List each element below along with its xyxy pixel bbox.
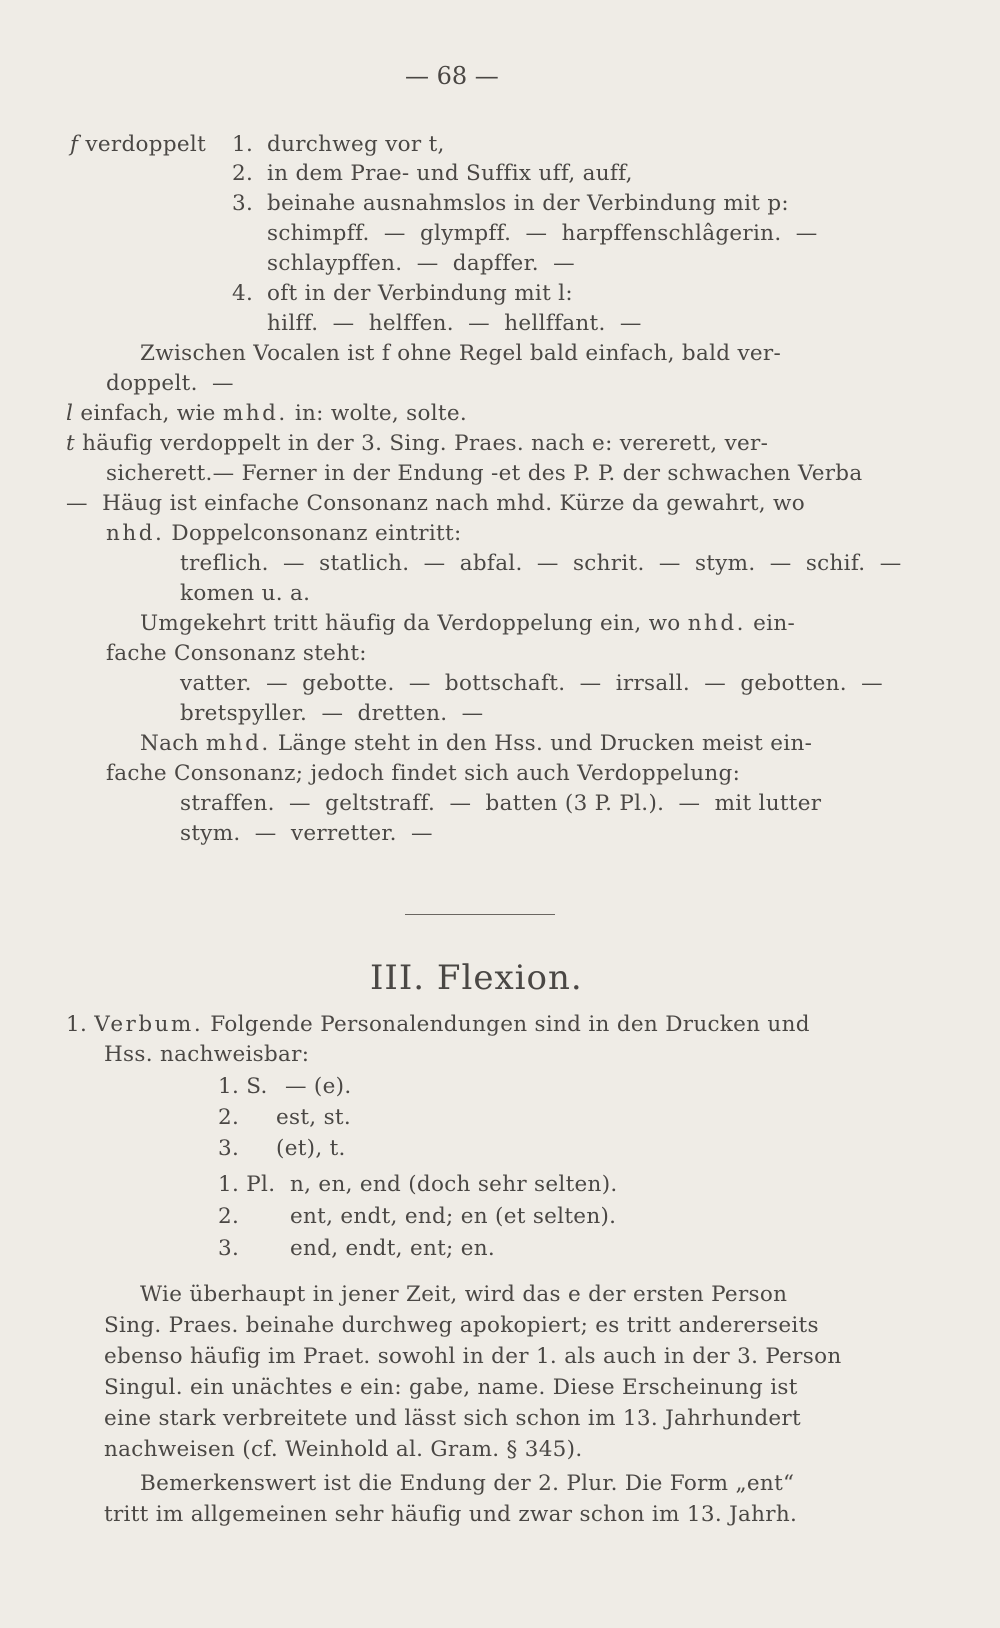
paradigm-ending: end, endt, ent; en.: [290, 1236, 496, 1261]
paradigm-label: 2.: [218, 1105, 240, 1130]
f-item-num: 4.: [232, 281, 254, 306]
text-span: Doppelconsonanz eintritt:: [164, 521, 462, 546]
spaced-label: Verbum.: [94, 1012, 204, 1037]
example-line: straffen. — geltstraff. — batten (3 P. Pl.). — mit lutter: [180, 791, 822, 816]
paragraph-line: sicherett.— Ferner in der Endung -et des P. P. der schwachen Verba: [106, 461, 863, 486]
f-item-text: in dem Prae- und Suffix uff, auff,: [267, 161, 633, 186]
paragraph-line: Wie überhaupt in jener Zeit, wird das e der ersten Person: [140, 1282, 788, 1307]
paragraph-line: Zwischen Vocalen ist f ohne Regel bald einfach, bald ver-: [140, 341, 782, 366]
paradigm-label: 2.: [218, 1204, 240, 1229]
paragraph-line: fache Consonanz; jedoch findet sich auch Verdoppelung:: [106, 761, 741, 786]
f-item-num: 2.: [232, 161, 254, 186]
paragraph-line: tritt im allgemeinen sehr häufig und zwar schon im 13. Jahrh.: [104, 1502, 798, 1527]
l-line: [66, 403, 467, 425]
l-text: einfach, wie: [73, 401, 223, 426]
text-span: Umgekehrt tritt häufig da Verdoppelung ein, wo: [140, 611, 688, 636]
paradigm-label: 3.: [218, 1136, 240, 1161]
f-item-text: hilff. — helffen. — hellffant. —: [267, 311, 642, 336]
l-rest: in: wolte, solte.: [287, 401, 468, 426]
paragraph-line: [106, 523, 462, 545]
text-span: ein-: [745, 611, 796, 636]
f-marker: f: [70, 132, 79, 157]
example-line: komen u. a.: [180, 581, 311, 606]
f-item-text: beinahe ausnahmslos in der Verbindung mit p:: [267, 191, 789, 216]
paradigm-label: 3.: [218, 1236, 240, 1261]
paragraph-line: — Häug ist einfache Consonanz nach mhd. Kürze da gewahrt, wo: [66, 491, 805, 516]
spaced-abbrev: mhd.: [222, 401, 288, 426]
paragraph-line: fache Consonanz steht:: [106, 641, 367, 666]
f-item-num: 3.: [232, 191, 254, 216]
section-heading: III. Flexion.: [370, 958, 583, 998]
paragraph-line: Hss. nachweisbar:: [104, 1042, 310, 1067]
spaced-abbrev: nhd.: [687, 611, 746, 636]
paradigm-ending: — (e).: [285, 1074, 352, 1099]
l-marker: l: [66, 401, 74, 426]
paragraph-line: Sing. Praes. beinahe durchweg apokopiert; es tritt andererseits: [104, 1313, 819, 1338]
paradigm-ending: est, st.: [276, 1105, 351, 1130]
paragraph-line: Singul. ein unächtes e ein: gabe, name. Diese Erscheinung ist: [104, 1375, 798, 1400]
f-item-text: durchweg vor t,: [267, 132, 445, 157]
paradigm-ending: n, en, end (doch sehr selten).: [290, 1172, 618, 1197]
paragraph-line: [140, 613, 795, 635]
f-item-num: 1.: [232, 132, 254, 157]
section-divider: [405, 914, 555, 915]
paragraph-line: Bemerkenswert ist die Endung der 2. Plur. Die Form „ent“: [140, 1471, 795, 1496]
paradigm-label: 1. Pl.: [218, 1172, 276, 1197]
paragraph-line: eine stark verbreitete und lässt sich schon im 13. Jahrhundert: [104, 1406, 801, 1431]
paradigm-label: 1. S.: [218, 1074, 268, 1099]
paragraph-line: [66, 1014, 810, 1036]
paragraph-line: nachweisen (cf. Weinhold al. Gram. § 345).: [104, 1437, 583, 1462]
t-text: häufig verdoppelt in der 3. Sing. Praes. nach e: vererett, ver-: [74, 431, 769, 456]
text-span: Nach: [140, 731, 206, 756]
text-span: Folgende Personalendungen sind in den Drucken und: [203, 1012, 810, 1037]
section-number: 1.: [66, 1012, 88, 1037]
paradigm-ending: ent, endt, end; en (et selten).: [290, 1204, 617, 1229]
example-line: treflich. — statlich. — abfal. — schrit. — stym. — schif. —: [180, 551, 902, 576]
example-line: stym. — verretter. —: [180, 821, 433, 846]
paradigm-ending: (et), t.: [276, 1136, 346, 1161]
f-item-text: schimpff. — glympff. — harpffenschlâgerin. —: [267, 221, 818, 246]
f-item-text: oft in der Verbindung mit l:: [267, 281, 573, 306]
f-item-text: schlaypffen. — dapffer. —: [267, 251, 575, 276]
spaced-abbrev: mhd.: [205, 731, 271, 756]
paragraph-line: doppelt. —: [106, 371, 234, 396]
page-number: — 68 —: [405, 62, 499, 90]
paragraph-line: [140, 733, 812, 755]
example-line: vatter. — gebotte. — bottschaft. — irrsall. — gebotten. —: [180, 671, 883, 696]
f-lead: verdoppelt: [85, 132, 207, 157]
spaced-abbrev: nhd.: [106, 521, 165, 546]
f-lead-line: [70, 134, 206, 156]
t-marker: t: [66, 431, 75, 456]
t-line: [66, 433, 768, 455]
paragraph-line: ebenso häufig im Praet. sowohl in der 1. als auch in der 3. Person: [104, 1344, 842, 1369]
example-line: bretspyller. — dretten. —: [180, 701, 484, 726]
text-span: Länge steht in den Hss. und Drucken meist ein-: [270, 731, 813, 756]
